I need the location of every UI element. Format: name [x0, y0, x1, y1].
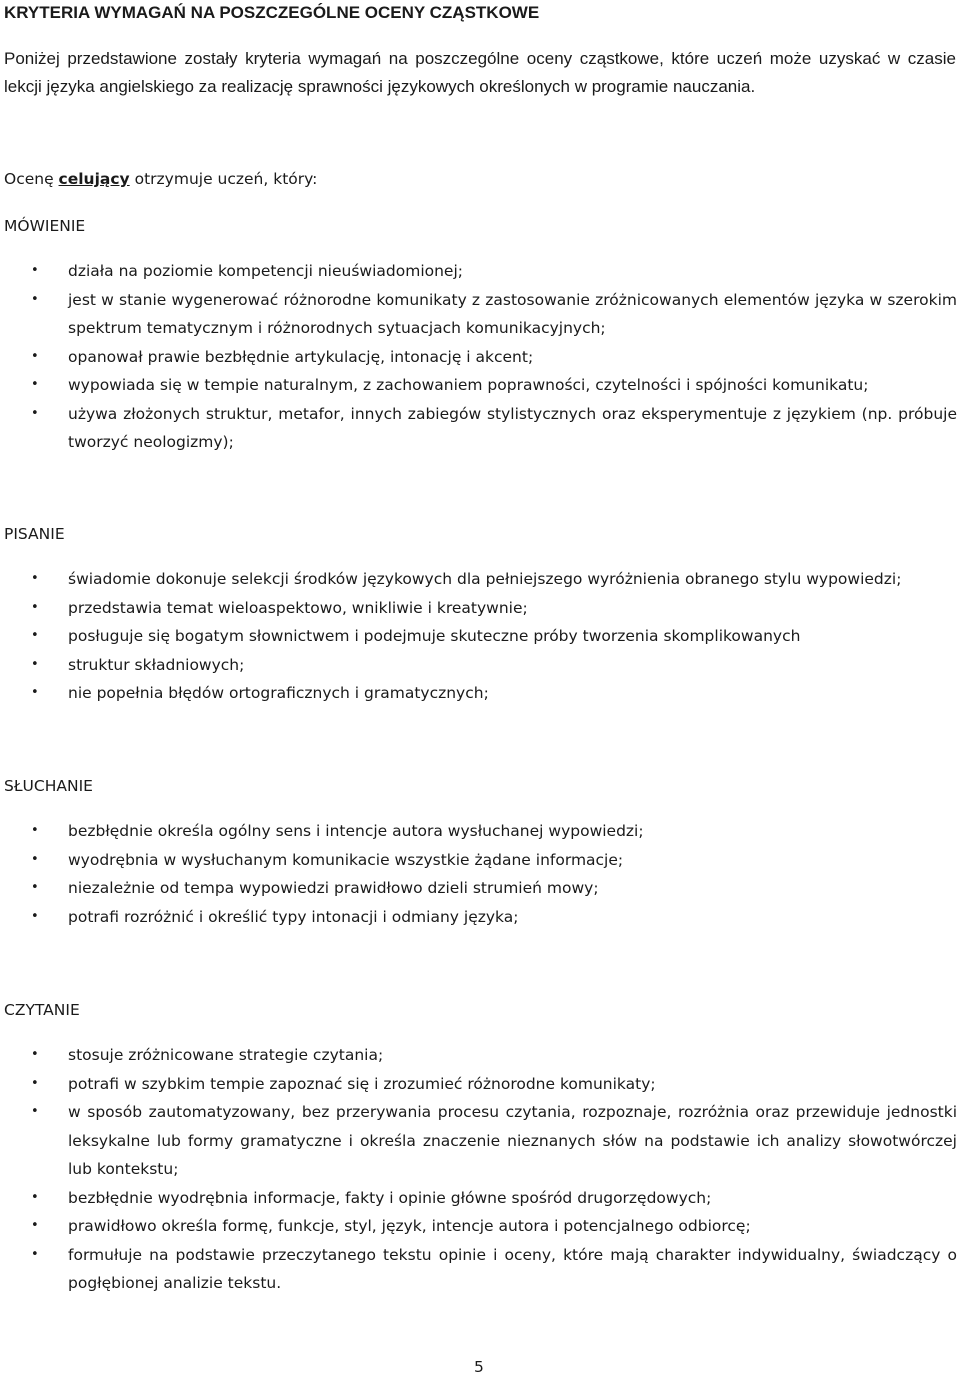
bullet-icon: •	[31, 1075, 39, 1091]
bullet-icon: •	[31, 656, 39, 672]
list-item	[31, 257, 957, 286]
grade-name: celujący	[58, 170, 130, 188]
list-item	[31, 1241, 957, 1298]
bullet-icon: •	[31, 823, 39, 838]
criteria-list-pisanie	[31, 565, 957, 708]
list-item	[31, 1212, 957, 1241]
list-item-text: w sposób zautomatyzowany, bez przerywania procesu czytania, rozpoznaje, rozróżnia oraz przewiduje jednostki leksykalne lub formy gramatyczne i określa znaczenie nieznanych słów na podstawie ich analizy słowotwórczej lub kontekstu;	[68, 1103, 957, 1178]
list-item-text: jest w stanie wygenerować różnorodne komunikaty z zastosowanie zróżnicowanych elementów języka w szerokim spektrum tematycznym i różnorodnych sytuacjach komunikacyjnych;	[68, 290, 957, 337]
bullet-icon: •	[31, 1246, 39, 1262]
list-item-text: przedstawia temat wieloaspektowo, wnikliwie i kreatywnie;	[68, 598, 528, 617]
list-item	[31, 1070, 957, 1099]
bullet-icon: •	[31, 1218, 39, 1233]
list-item	[31, 286, 957, 343]
section-heading-mowienie: MÓWIENIE	[4, 217, 86, 235]
bullet-icon: •	[31, 908, 39, 924]
list-item-text: bezbłędnie wyodrębnia informacje, fakty i opinie główne spośród drugorzędowych;	[68, 1188, 712, 1207]
bullet-icon: •	[31, 1047, 39, 1062]
list-item-text: niezależnie od tempa wypowiedzi prawidłowo dzieli strumień mowy;	[68, 879, 599, 897]
bullet-icon: •	[31, 291, 39, 307]
document-title: KRYTERIA WYMAGAŃ NA POSZCZEGÓLNE OCENY CZĄSTKOWE	[4, 3, 540, 22]
list-item-text: prawidłowo określa formę, funkcje, styl, język, intencje autora i potencjalnego odbiorcę;	[68, 1217, 751, 1235]
list-item-text: wyodrębnia w wysłuchanym komunikacie wszystkie żądane informacje;	[68, 850, 624, 869]
list-item	[31, 846, 957, 875]
bullet-icon: •	[31, 263, 39, 278]
list-item	[31, 565, 957, 594]
section-heading-sluchanie: SŁUCHANIE	[4, 777, 93, 795]
list-item	[31, 817, 957, 846]
grade-intro	[4, 168, 317, 190]
list-item-text: stosuje zróżnicowane strategie czytania;	[68, 1046, 384, 1064]
grade-intro-prefix: Ocenę	[4, 170, 59, 188]
intro-paragraph: Poniżej przedstawione zostały kryteria wymagań na poszczególne oceny cząstkowe, które uczeń może uzyskać w czasie lekcji języka angielskiego za realizację sprawności językowych określonych w programie nauczania.	[4, 49, 956, 96]
list-item-text: wypowiada się w tempie naturalnym, z zachowaniem poprawności, czytelności i spójności komunikatu;	[68, 376, 869, 394]
list-item	[31, 343, 957, 372]
list-item	[31, 651, 957, 680]
bullet-icon: •	[31, 377, 39, 392]
list-item-text: nie popełnia błędów ortograficznych i gramatycznych;	[68, 684, 489, 702]
bullet-icon: •	[31, 571, 39, 586]
criteria-list-czytanie	[31, 1041, 957, 1298]
list-item-text: potrafi rozróżnić i określić typy intonacji i odmiany języka;	[68, 907, 519, 926]
grade-intro-suffix: otrzymuje uczeń, który:	[129, 170, 318, 188]
list-item	[31, 622, 957, 651]
list-item	[31, 594, 957, 623]
list-item-text: posługuje się bogatym słownictwem i podejmuje skuteczne próby tworzenia skomplikowanych	[68, 627, 801, 645]
bullet-icon: •	[31, 685, 39, 700]
list-item-text: działa na poziomie kompetencji nieuświadomionej;	[68, 262, 464, 280]
list-item	[31, 679, 957, 708]
list-item	[31, 874, 957, 903]
list-item	[31, 1041, 957, 1070]
list-item-text: struktur składniowych;	[68, 655, 245, 674]
bullet-icon: •	[31, 880, 39, 895]
bullet-icon: •	[31, 348, 39, 364]
bullet-icon: •	[31, 405, 39, 421]
list-item	[31, 1184, 957, 1213]
list-item	[31, 903, 957, 932]
criteria-list-mowienie	[31, 257, 957, 457]
list-item	[31, 371, 957, 400]
list-item-text: świadomie dokonuje selekcji środków językowych dla pełniejszego wyróżnienia obranego stylu wypowiedzi;	[68, 570, 902, 588]
section-heading-pisanie: PISANIE	[4, 525, 65, 543]
bullet-icon: •	[31, 628, 39, 643]
section-heading-czytanie: CZYTANIE	[4, 1001, 80, 1019]
list-item	[31, 400, 957, 457]
bullet-icon: •	[31, 599, 39, 615]
page-number: 5	[474, 1358, 484, 1376]
bullet-icon: •	[31, 851, 39, 867]
list-item	[31, 1098, 957, 1184]
criteria-list-sluchanie	[31, 817, 957, 931]
list-item-text: potrafi w szybkim tempie zapoznać się i zrozumieć różnorodne komunikaty;	[68, 1074, 656, 1093]
bullet-icon: •	[31, 1189, 39, 1205]
list-item-text: formułuje na podstawie przeczytanego tekstu opinie i oceny, które mają charakter indywidualny, świadczący o pogłębionej analizie tekstu.	[68, 1245, 957, 1292]
bullet-icon: •	[31, 1104, 39, 1119]
list-item-text: opanował prawie bezbłędnie artykulację, intonację i akcent;	[68, 347, 534, 366]
list-item-text: używa złożonych struktur, metafor, innych zabiegów stylistycznych oraz eksperymentuje z językiem (np. próbuje tworzyć neologizmy);	[68, 404, 957, 451]
list-item-text: bezbłędnie określa ogólny sens i intencje autora wysłuchanej wypowiedzi;	[68, 822, 644, 840]
